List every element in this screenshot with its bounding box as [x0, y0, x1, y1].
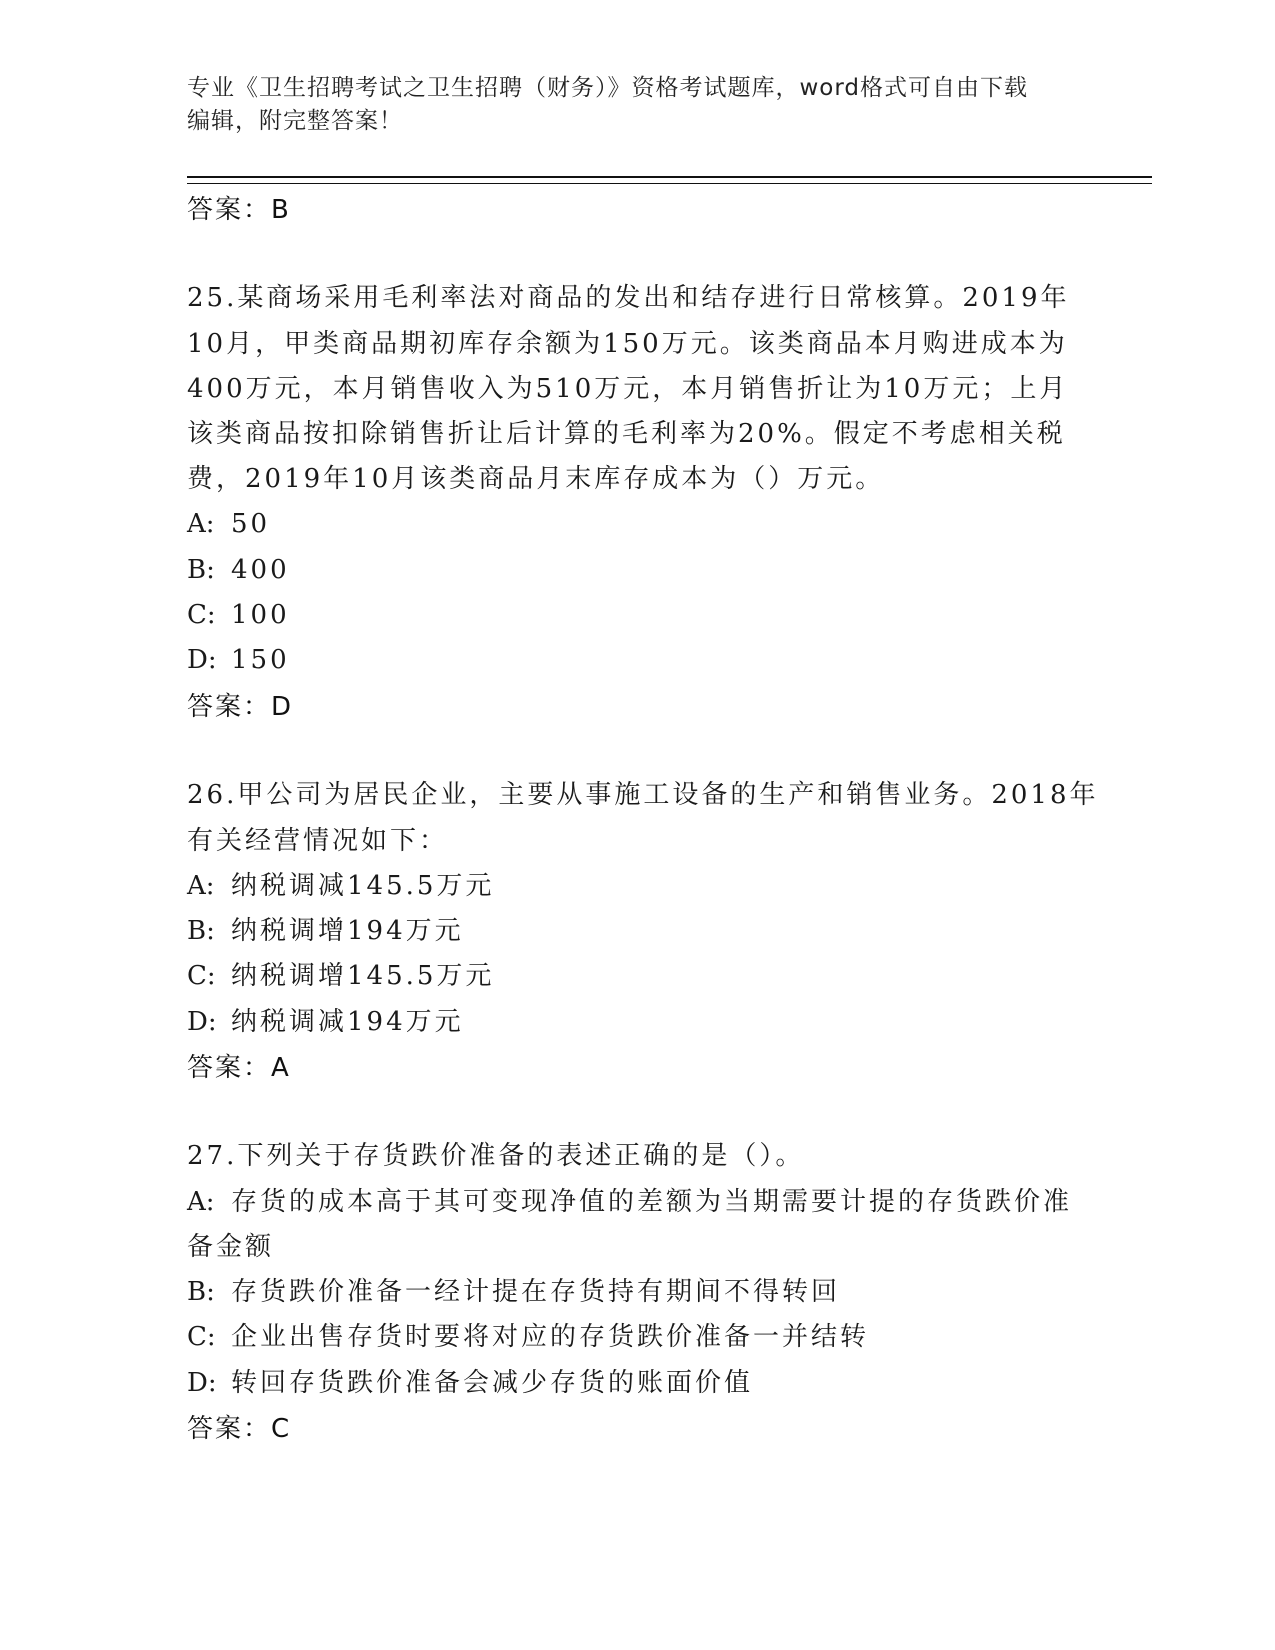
q25-stem-line-2: 10月，甲类商品期初库存余额为150万元。该类商品本月购进成本为: [187, 329, 1068, 359]
q25-option-b: [187, 553, 290, 587]
q26-stem-line-2: 有关经营情况如下：: [187, 826, 449, 856]
q25-answer: 答案：D: [187, 692, 294, 722]
option-text: 纳税调减145.5万元: [231, 871, 495, 901]
q25-option-c: [187, 598, 290, 632]
q26-option-b: [187, 914, 464, 948]
previous-answer: 答案：B: [187, 195, 291, 225]
option-letter: D:: [187, 1368, 217, 1398]
q27-option-a: [187, 1185, 1072, 1219]
q26-option-a: [187, 869, 494, 903]
header-line-2: 编辑，附完整答案！: [187, 108, 403, 134]
option-letter: B:: [187, 555, 215, 585]
q25-stem-line-3: 400万元，本月销售收入为510万元，本月销售折让为10万元；上月: [187, 374, 1069, 404]
q25-stem-line-5: 费，2019年10月该类商品月末库存成本为（）万元。: [187, 464, 885, 494]
option-letter: A:: [187, 871, 215, 901]
q26-option-c: [187, 959, 494, 993]
q26-answer: 答案：A: [187, 1053, 291, 1083]
option-text: 存货的成本高于其可变现净值的差额为当期需要计提的存货跌价准: [231, 1187, 1073, 1217]
option-letter: C:: [187, 1322, 216, 1352]
option-letter: C:: [187, 600, 216, 630]
q25-option-d: [187, 643, 290, 677]
option-text: 纳税调减194万元: [231, 1007, 464, 1037]
option-text: 纳税调增145.5万元: [231, 961, 495, 991]
q27-option-a-continued: 备金额: [187, 1232, 275, 1262]
header-line-1: 专业《卫生招聘考试之卫生招聘（财务）》资格考试题库，word格式可自由下载: [187, 75, 1029, 101]
q25-stem-line-1: 25.某商场采用毛利率法对商品的发出和结存进行日常核算。2019年: [187, 283, 1070, 313]
option-letter: C:: [187, 961, 216, 991]
q27-option-c: [187, 1320, 869, 1354]
option-letter: B:: [187, 1277, 215, 1307]
option-letter: A:: [187, 509, 215, 539]
option-letter: D:: [187, 1007, 217, 1037]
option-text: 50: [231, 509, 271, 539]
option-text: 存货跌价准备一经计提在存货持有期间不得转回: [231, 1277, 841, 1307]
q26-stem-line-1: 26.甲公司为居民企业，主要从事施工设备的生产和销售业务。2018年: [187, 780, 1099, 810]
option-text: 100: [231, 600, 290, 630]
q26-option-d: [187, 1005, 464, 1039]
option-letter: B:: [187, 916, 215, 946]
q27-option-b: [187, 1275, 840, 1309]
q27-answer: 答案：C: [187, 1414, 292, 1444]
q25-option-a: [187, 507, 270, 541]
option-text: 400: [231, 555, 290, 585]
option-text: 企业出售存货时要将对应的存货跌价准备一并结转: [231, 1322, 870, 1352]
option-text: 转回存货跌价准备会减少存货的账面价值: [231, 1368, 754, 1398]
option-letter: A:: [187, 1187, 215, 1217]
q27-stem-line-1: 27.下列关于存货跌价准备的表述正确的是（）。: [187, 1141, 805, 1171]
option-text: 纳税调增194万元: [231, 916, 464, 946]
q25-stem-line-4: 该类商品按扣除销售折让后计算的毛利率为20%。假定不考虑相关税: [187, 419, 1066, 449]
document-header: [187, 72, 1067, 138]
option-text: 150: [231, 645, 290, 675]
header-rule-thick: [187, 176, 1152, 178]
option-letter: D:: [187, 645, 217, 675]
q27-option-d: [187, 1366, 753, 1400]
header-rule-thin: [187, 183, 1152, 184]
